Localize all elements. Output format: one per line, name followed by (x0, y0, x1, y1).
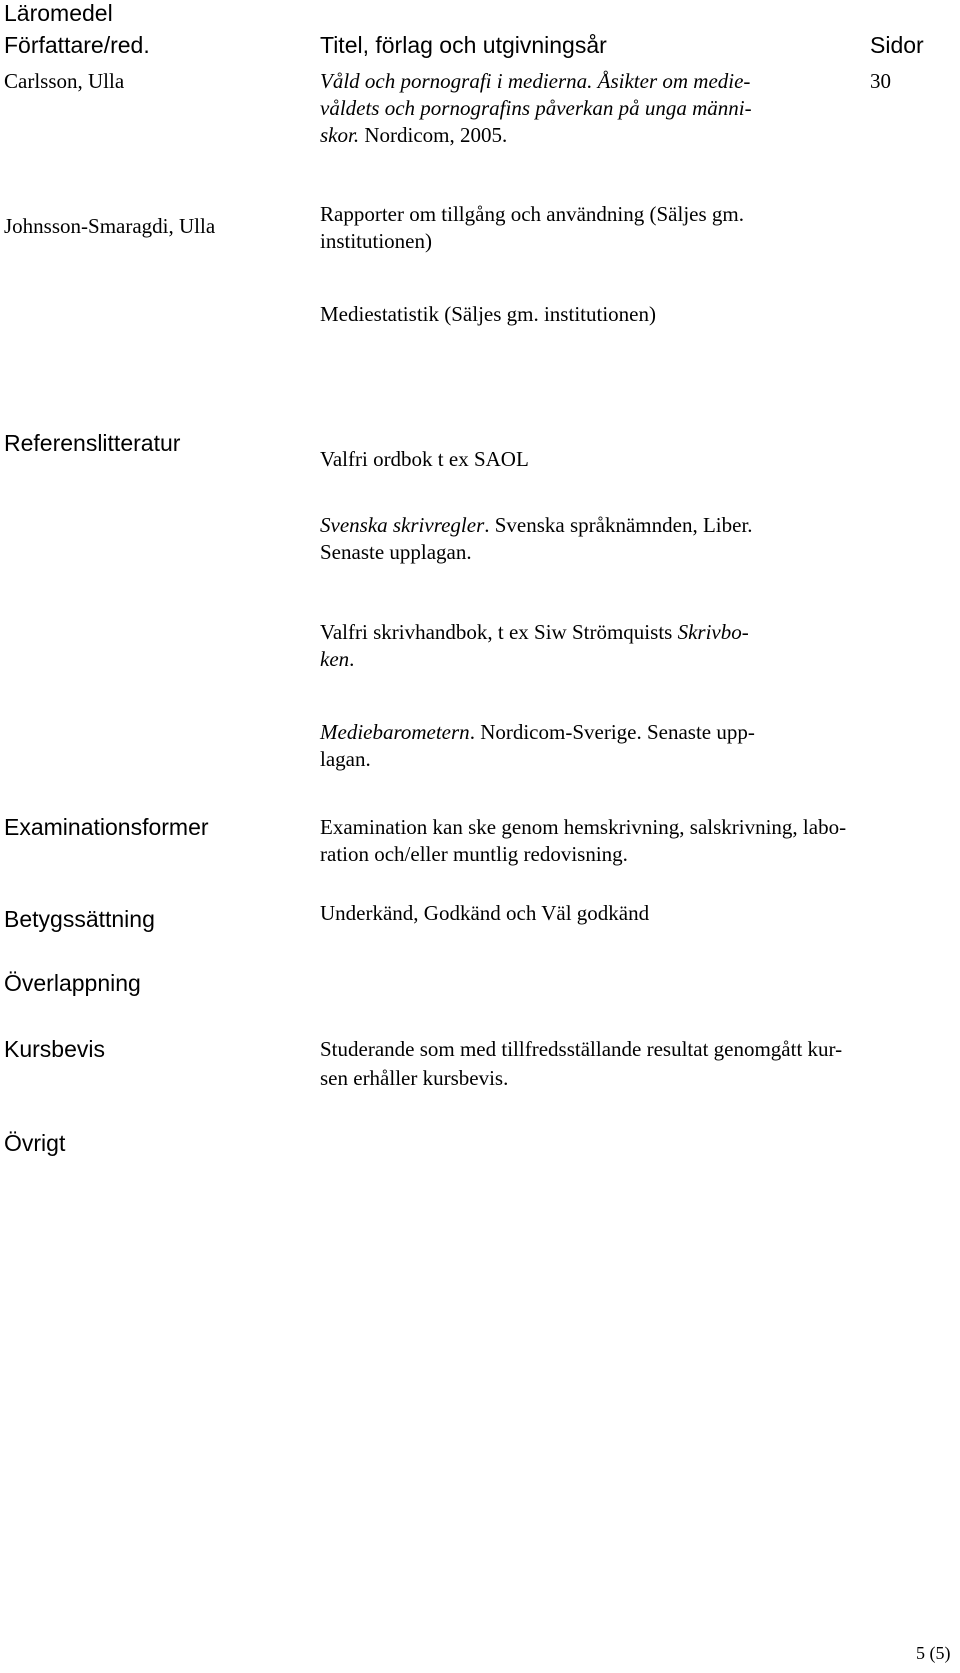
reference-item: lagan. (320, 747, 371, 771)
header-title: Titel, förlag och utgivningsår (320, 32, 607, 58)
reference-item: Senaste upplagan. (320, 540, 472, 564)
certificate-text: Studerande som med tillfredsställande resultat genomgått kur- (320, 1037, 843, 1061)
book-title-line: Våld och pornografi i medierna. Åsikter om medie- (320, 69, 751, 93)
grading-label: Betygssättning (4, 906, 155, 932)
book-title-italic: skor. (320, 123, 360, 147)
certificate-label: Kursbevis (4, 1036, 105, 1062)
overlap-label: Överlappning (4, 970, 141, 996)
header-pages: Sidor (870, 32, 924, 58)
reference-italic: Svenska skrivregler (320, 513, 485, 537)
reference-item (320, 719, 920, 746)
exam-label: Examinationsformer (4, 814, 209, 840)
reference-italic: Mediebarometern (320, 720, 470, 744)
reference-text: . (349, 647, 355, 671)
header-author: Författare/red. (4, 32, 150, 58)
book-pages: 30 (870, 69, 891, 93)
exam-text: Examination kan ske genom hemskrivning, salskrivning, labo- (320, 815, 847, 839)
reference-text: . Nordicom-Sverige. Senaste upp- (469, 720, 755, 744)
book-author: Johnsson-Smaragdi, Ulla (4, 214, 216, 238)
certificate-text: sen erhåller kursbevis. (320, 1066, 509, 1090)
reference-italic: ken (320, 647, 350, 671)
other-label: Övrigt (4, 1130, 66, 1156)
exam-text: ration och/eller muntlig redovisning. (320, 842, 628, 866)
reference-italic: Skrivbo- (677, 620, 749, 644)
reference-item (320, 512, 920, 539)
book-publisher: Nordicom, 2005. (359, 123, 508, 147)
reference-text: . Svenska språknämnden, Liber. (484, 513, 753, 537)
page-number: 5 (5) (916, 1643, 951, 1663)
section-heading: Läromedel (4, 0, 113, 26)
book-extra: Mediestatistik (Säljes gm. institutionen) (320, 302, 656, 326)
reference-text: Valfri skrivhandbok, t ex Siw Strömquists (320, 620, 678, 644)
book-title-line: våldets och pornografins påverkan på unga männi- (320, 96, 752, 120)
reference-item (320, 646, 920, 673)
grading-text: Underkänd, Godkänd och Väl godkänd (320, 901, 650, 925)
book-title-line: institutionen) (320, 229, 432, 253)
book-author: Carlsson, Ulla (4, 69, 125, 93)
book-title-line (320, 122, 920, 149)
book-title-line: Rapporter om tillgång och användning (Säljes gm. (320, 202, 744, 226)
reference-item (320, 619, 920, 646)
reference-label: Referenslitteratur (4, 430, 181, 456)
reference-item: Valfri ordbok t ex SAOL (320, 447, 529, 471)
